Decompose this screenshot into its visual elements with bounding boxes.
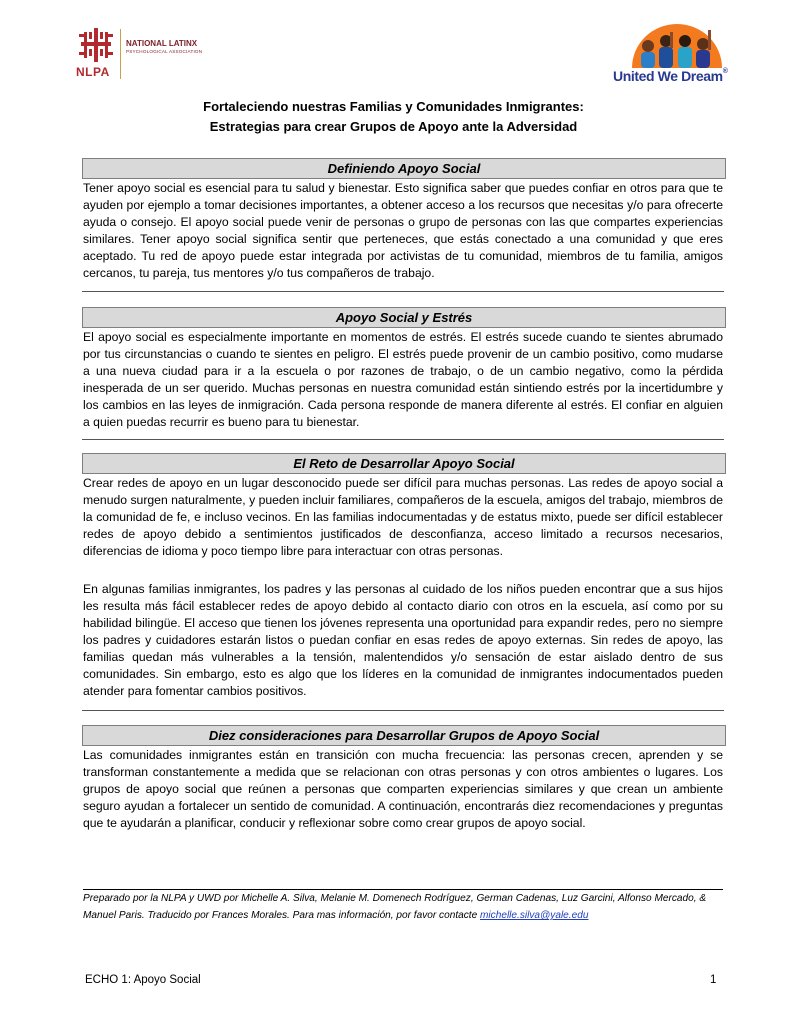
- section-paragraph: El apoyo social es especialmente importante en momentos de estrés. El estrés sucede cuando te sientes abrumado por tus circunstancias o cuando te sientes en peligro. El estrés puede provenir de un cambio positivo, como mudarse a una nueva ciudad para ir a la escuela o por razones de trabajo, o de un cambio negativo, como la pérdida inesperada de un ser querido. Muchas personas en nuestra comunidad están sintiendo estrés por la incertidumbre y los cambios en las leyes de inmigración. Cada persona responde de manera diferente al estrés. El confiar en alguien a quien puedas recurrir es bueno para tu bienestar.: [83, 330, 723, 429]
- uwd-wordmark-part2: We Dream: [657, 68, 723, 84]
- section-divider: [82, 439, 724, 440]
- section-heading-reto: El Reto de Desarrollar Apoyo Social: [82, 453, 726, 474]
- section-heading-definiendo: Definiendo Apoyo Social: [82, 158, 726, 179]
- nlpa-name-line1: NATIONAL LATINX: [126, 39, 198, 48]
- section-paragraph: En algunas familias inmigrantes, los padres y las personas al cuidado de los niños pueden encontrar que a sus hijos les resulta más fácil establecer redes de apoyo debido al contacto diario con otros en la escuela, así como por su habilidad bilingüe. El acceso que tienen los jóvenes representa una oportunidad para expandir redes, pero no siempre los padres y cuidadores estarán listos o puedan confiar en esas redes de apoyo externas. Sin redes de apoyo, las familias quedan más vulnerables a la tensión, malentendidos y/o sensación de estar aislado dentro de sus comunidades. Sin embargo, esto es algo que los líderes en la comunidad de inmigrantes indocumentados pueden atender para fomentar cambios positivos.: [83, 582, 723, 698]
- section-paragraph: Tener apoyo social es esencial para tu salud y bienestar. Esto significa saber que puedes confiar en otros para que te ayuden por ejemplo a tomar decisiones importantes, a obtener acceso a los recursos que necesitas y/o para ofrecerte ayuda o consejo. El apoyo social puede venir de personas o grupo de personas con las que compartes experiencias similares. Tener apoyo social significa sentir que perteneces, que estás conectado a una comunidad y que eres aceptado. Tu red de apoyo puede estar integrada por activistas de tu comunidad, miembros de tu familia, amigos cercanos, tu pareja, tus mentores y/o tus compañeros de trabajo.: [83, 181, 723, 280]
- nlpa-logo: [76, 27, 216, 83]
- section-paragraph: Las comunidades inmigrantes están en transición con mucha frecuencia: las personas crecen, aprenden y se transforman constantemente a medida que se relacionan con otras personas y con otros ambientes o lugares. Los grupos de apoyo social que reúnen a personas que comparten experiencias similares y que crean un ambiente seguro ayudan a fortalecer un sentido de comunidad. A continuación, encontrarás diez recomendaciones y preguntas que te ayudarán a planificar, conducir y reflexionar sobre como crear grupos de apoyo social.: [83, 748, 723, 830]
- section-heading-diez-consideraciones: Diez consideraciones para Desarrollar Grupos de Apoyo Social: [82, 725, 726, 746]
- section-divider: [82, 710, 724, 711]
- logo-divider: [120, 29, 121, 79]
- footer-label: ECHO 1: Apoyo Social: [85, 974, 201, 986]
- uwd-wordmark: [613, 68, 727, 84]
- uwd-wordmark-part1: United: [613, 68, 658, 84]
- document-title-line2: Estrategias para crear Grupos de Apoyo ante la Adversidad: [209, 119, 578, 134]
- nlpa-name-line2: PSYCHOLOGICAL ASSOCIATION: [126, 49, 203, 54]
- document-title-line1: Fortaleciendo nuestras Familias y Comunidades Inmigrantes:: [203, 99, 584, 114]
- section-divider: [82, 291, 724, 292]
- section-paragraph: Crear redes de apoyo en un lugar desconocido puede ser difícil para muchas personas. Las redes de apoyo social a menudo surgen naturalmente, y pueden incluir familiares, compañeros de la escuela, amigos del trabajo, miembros de la comunidad de fe, e incluso vecinos. En las familias indocumentadas y de estatus mixto, puede ser difícil establecer redes de apoyo debido a sentimientos justificados de desconfianza, acceso limitado a recursos necesarios, diferencias de idioma y poco tiempo libre para interactuar con otras personas.: [83, 476, 723, 558]
- credits-footnote: [83, 889, 723, 924]
- page-number: 1: [710, 974, 717, 986]
- uwd-logo: [612, 24, 737, 86]
- nlpa-abbreviation: NLPA: [76, 65, 110, 79]
- trademark-symbol: ®: [722, 68, 728, 75]
- contact-email-link[interactable]: michelle.silva@yale.edu: [480, 910, 589, 921]
- uwd-people-illustration-icon: [630, 24, 724, 68]
- credits-text: Preparado por la NLPA y UWD por Michelle A. Silva, Melanie M. Domenech Rodríguez, German Cadenas, Luz Garcini, Alfonso Mercado, & Manuel Paris. Traducido por Frances Morales. Para mas información, por favor contacte: [83, 893, 707, 921]
- section-heading-estres: Apoyo Social y Estrés: [82, 307, 726, 328]
